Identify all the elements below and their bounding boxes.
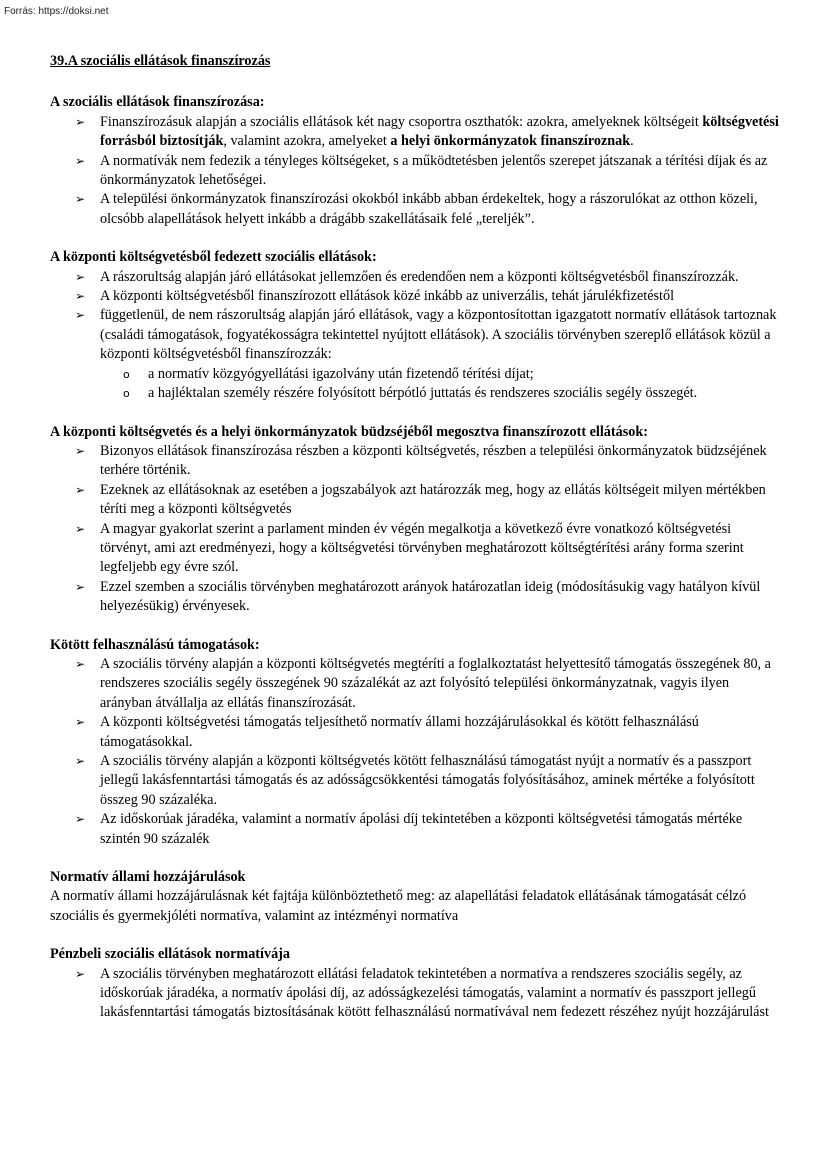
arrow-bullet-icon: ➢: [75, 269, 86, 284]
arrow-bullet-icon: ➢: [75, 812, 86, 827]
list-item: ➢ A magyar gyakorlat szerint a parlament minden év végén megalkotja a következő évre vonatkozó költségvetési törvényt, ami azt eredményezi, hogy a költségvetési törvényben meghatározott költségtérítési arány forma szerint legfeljebb egy évre szól.: [75, 520, 744, 576]
section-earmarked: [50, 636, 780, 849]
section-normative: [50, 868, 780, 926]
list-item: ➢ Bizonyos ellátások finanszírozása részben a központi költségvetés, részben a települési önkormányzatok büdzséjének terhére történik.: [75, 442, 767, 479]
source-label: Forrás: https://doksi.net: [4, 6, 109, 17]
arrow-bullet-icon: ➢: [75, 754, 86, 768]
arrow-bullet-icon: ➢: [75, 308, 86, 323]
section-heading: A központi költségvetés és a helyi önkormányzatok büdzséjéből megosztva finanszírozott ellátások:: [50, 423, 648, 440]
list-item: ➢ A központi költségvetésből finanszírozott ellátások közé inkább az univerzális, tehát járulékfizetéstől: [50, 287, 780, 306]
section-cash-benefits: [50, 945, 780, 1023]
document-page: [50, 52, 780, 1042]
list-item: ➢ A települési önkormányzatok finanszírozási okokból inkább abban érdekeltek, hogy a rászorulókat az otthon közeli, olcsóbb alapellátások helyett inkább a drágább szakellátásaik felé „tereljék”.: [75, 191, 758, 227]
list-item: ➢ Az időskorúak járadéka, valamint a normatív ápolási díj tekintetében a központi költségvetési támogatás mértéke szintén 90 százalék: [75, 811, 743, 847]
sub-list-item: o a hajléktalan személy részére folyósított bérpótló juttatás és rendszeres szociális segély összegét.: [50, 384, 780, 403]
page-title: 39.A szociális ellátások finanszírozás: [50, 53, 271, 69]
list-item: ➢ Finanszírozásuk alapján a szociális ellátások két nagy csoportra oszthatók: azokra, amelyeknek költségeit költségvetési forrásból biztosítják, valamint azokra, amelyeket a helyi önkormányzatok finanszíroznak.: [75, 113, 779, 150]
arrow-bullet-icon: ➢: [75, 289, 86, 304]
arrow-bullet-icon: ➢: [75, 192, 86, 207]
section-central-budget: [50, 248, 780, 403]
arrow-bullet-icon: ➢: [75, 966, 86, 981]
list-item: ➢ A központi költségvetési támogatás teljesíthető normatív állami hozzájárulásokkal és kötött felhasználású támogatásokkal.: [75, 714, 699, 750]
list-item: ➢ Ezeknek az ellátásoknak az esetében a jogszabályok azt határozzák meg, hogy az ellátás költségeit milyen mértékben téríti meg a központi költségvetés: [75, 481, 766, 518]
arrow-bullet-icon: ➢: [75, 482, 86, 497]
list-item: ➢ A szociális törvény alapján a központi költségvetés kötött felhasználású támogatást nyújt a normatív és a passzport jellegű lakásfenntartási támogatás és az adósságcsökkentési támogatás folyósításához, aminek mértéke a folyósított összeg 90 százaléka.: [75, 753, 755, 808]
section-heading: Normatív állami hozzájárulások: [50, 869, 246, 886]
sub-list-item: o a normatív közgyógyellátási igazolvány után fizetendő térítési díjat;: [50, 365, 780, 384]
circle-bullet-icon: o: [123, 367, 130, 381]
list-item: ➢ függetlenül, de nem rászorultság alapján járó ellátások, vagy a központosítottan igazgatott normatív ellátások tartoznak (családi támogatások, fogyatékosságra tekintettel nyújtott ellátások). A szociális törvényben szereplő ellátások közül a központi költségvetésből finanszírozzák: o a normatív közgyógyellátási igazolvány után fizetendő térítési díjat; o a hajléktalan személy részére folyósított bérpótló juttatás és rendszeres szociális segély összegét.: [50, 306, 780, 403]
list-item: ➢ A rászorultság alapján járó ellátásokat jellemzően és eredendően nem a központi költségvetésből finanszírozzák.: [50, 268, 780, 287]
paragraph: A normatív állami hozzájárulásnak két fajtája különböztethető meg: az alapellátási feladatok ellátásának támogatását célzó szociális és gyermekjóléti normatíva, valamint az intézményi normatíva: [50, 888, 747, 924]
section-heading: A központi költségvetésből fedezett szociális ellátások:: [50, 249, 377, 266]
list-item: ➢ A normatívák nem fedezik a tényleges költségeket, s a működtetésben jelentős szerepet játszanak a térítési díjak és az önkormányzatok lehetőségei.: [75, 152, 768, 189]
arrow-bullet-icon: ➢: [75, 521, 86, 536]
arrow-bullet-icon: ➢: [75, 114, 86, 129]
list-item: ➢ Ezzel szemben a szociális törvényben meghatározott arányok határozatlan ideig (módosításukig vagy hatályon kívül helyezésükig) érvényesek.: [75, 578, 761, 615]
arrow-bullet-icon: ➢: [75, 579, 86, 594]
list-item: ➢ A szociális törvényben meghatározott ellátási feladatok tekintetében a normatíva a rendszeres szociális segély, az időskorúak járadéka, a normatív ápolási díj, az adósságkezelési támogatás, valamint a normatív és passzport jellegű lakásfenntartási támogatás biztosításának kötött felhasználású normatívával nem fedezett részéhez nyújt hozzájárulást: [75, 965, 769, 1021]
section-financing: [50, 93, 780, 229]
arrow-bullet-icon: ➢: [75, 656, 86, 671]
section-heading: A szociális ellátások finanszírozása:: [50, 94, 265, 111]
section-shared: [50, 423, 780, 617]
section-heading: Kötött felhasználású támogatások:: [50, 636, 260, 653]
arrow-bullet-icon: ➢: [75, 715, 86, 730]
list-item: ➢ A szociális törvény alapján a központi költségvetés megtéríti a foglalkoztatást helyettesítő támogatás összegének 80, a rendszeres szociális segély összegének 90 százalékát az azt folyósító települési önkormányzatnak, vagyis ilyen arányban átvállalja az ellátás finanszírozását.: [75, 655, 771, 711]
circle-bullet-icon: o: [123, 387, 130, 401]
section-heading: Pénzbeli szociális ellátások normatívája: [50, 946, 290, 963]
arrow-bullet-icon: ➢: [75, 153, 86, 168]
arrow-bullet-icon: ➢: [75, 443, 86, 458]
